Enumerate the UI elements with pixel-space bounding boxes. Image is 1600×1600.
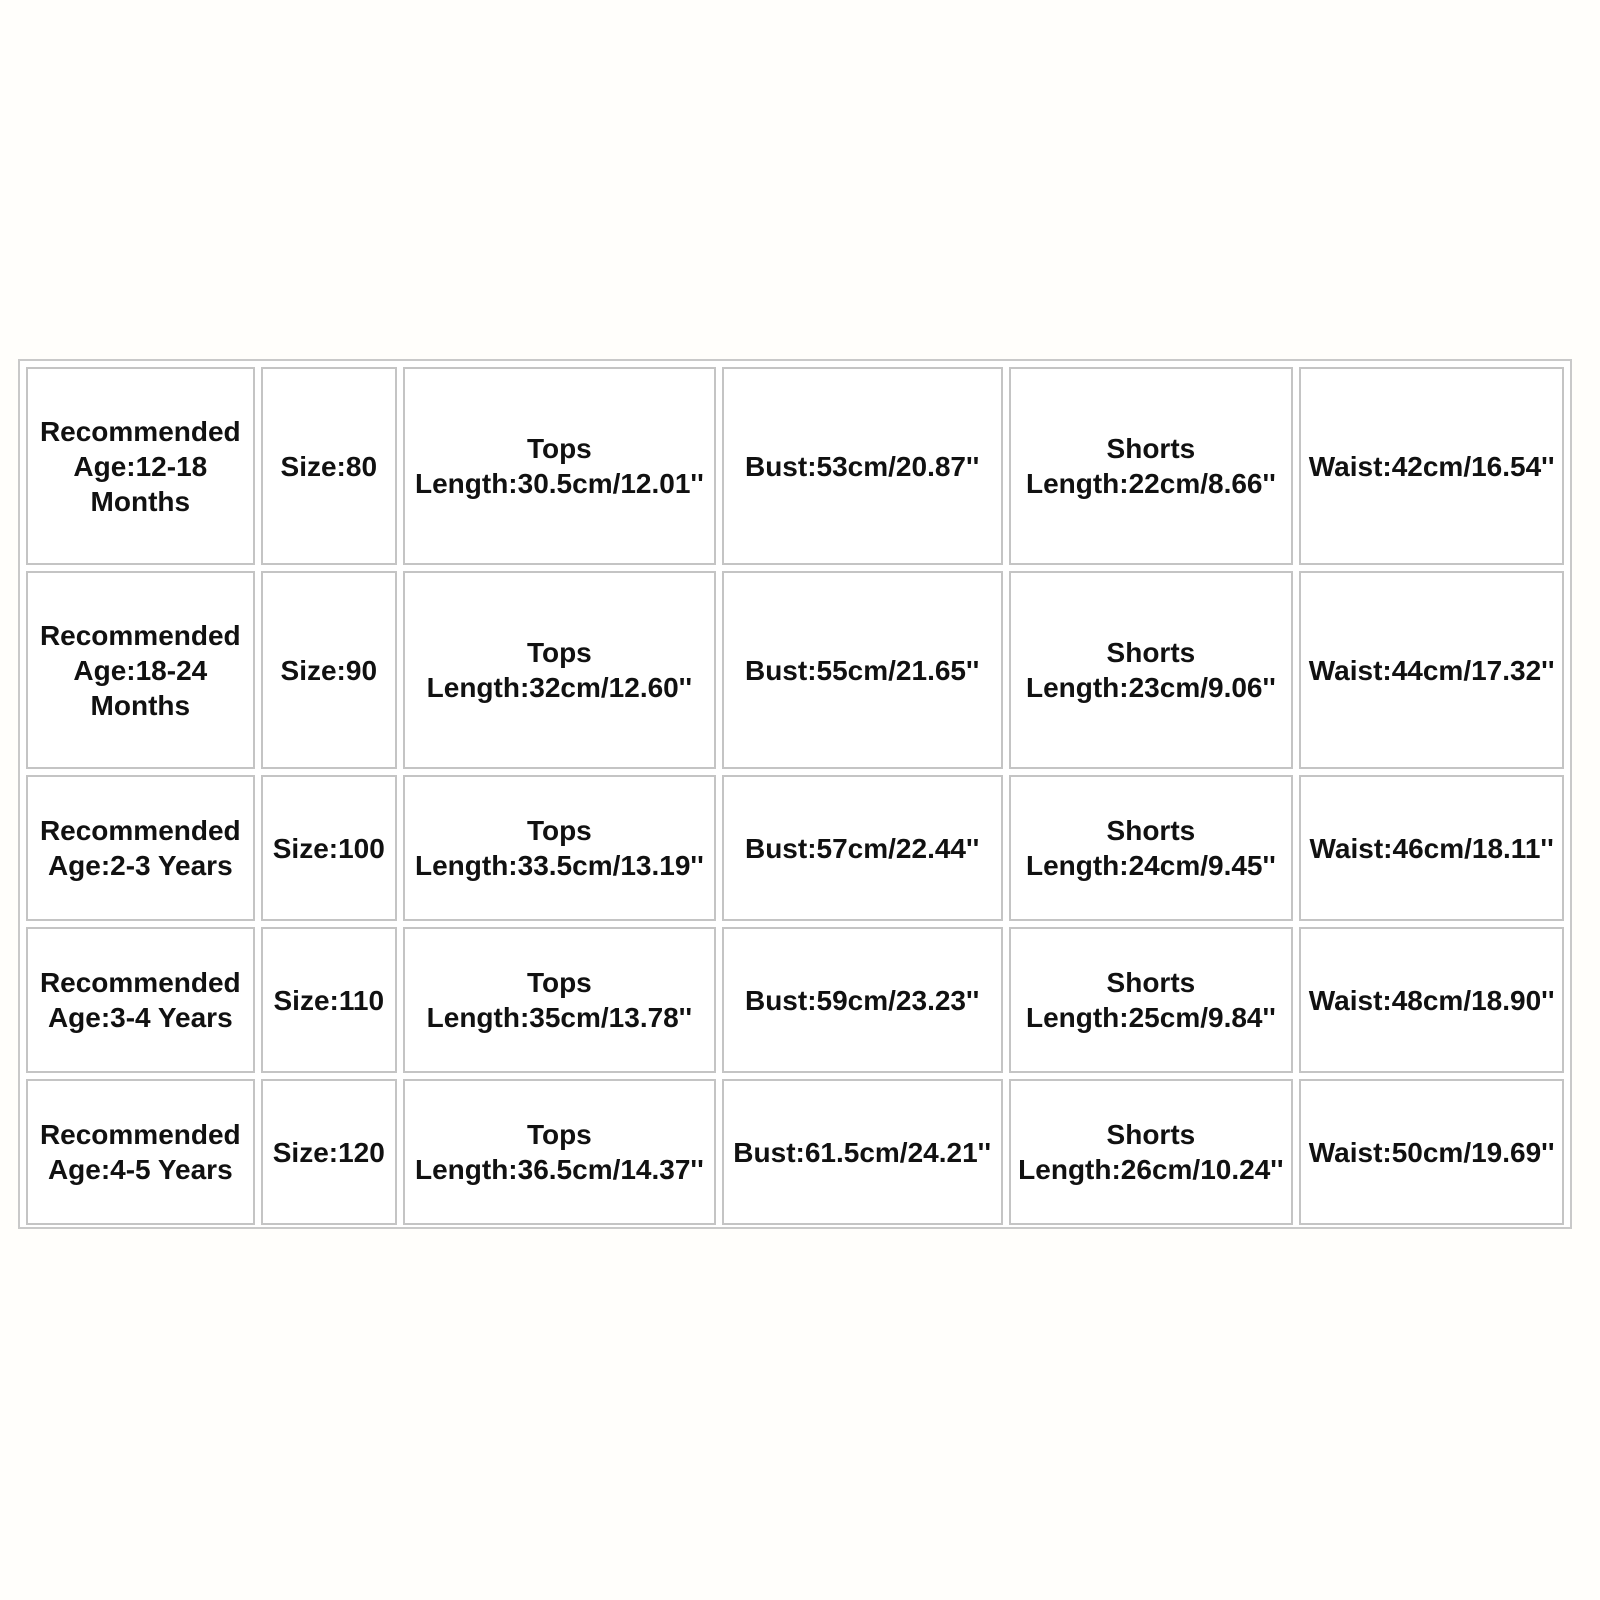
size-chart-table bbox=[20, 361, 1570, 1231]
shorts-length-cell: Shorts Length:22cm/8.66'' bbox=[1009, 367, 1294, 565]
table-row bbox=[26, 775, 1564, 921]
waist-cell: Waist:50cm/19.69'' bbox=[1299, 1079, 1564, 1225]
waist-cell: Waist:46cm/18.11'' bbox=[1299, 775, 1564, 921]
table-row bbox=[26, 571, 1564, 769]
table-row bbox=[26, 367, 1564, 565]
tops-length-cell: Tops Length:33.5cm/13.19'' bbox=[403, 775, 716, 921]
size-chart bbox=[18, 359, 1572, 1229]
tops-length-cell: Tops Length:32cm/12.60'' bbox=[403, 571, 716, 769]
age-cell: Recommended Age:12-18 Months bbox=[26, 367, 255, 565]
tops-length-cell: Tops Length:30.5cm/12.01'' bbox=[403, 367, 716, 565]
age-cell: Recommended Age:18-24 Months bbox=[26, 571, 255, 769]
tops-length-cell: Tops Length:36.5cm/14.37'' bbox=[403, 1079, 716, 1225]
bust-cell: Bust:59cm/23.23'' bbox=[722, 927, 1003, 1073]
shorts-length-cell: Shorts Length:26cm/10.24'' bbox=[1009, 1079, 1294, 1225]
table-row bbox=[26, 1079, 1564, 1225]
shorts-length-cell: Shorts Length:25cm/9.84'' bbox=[1009, 927, 1294, 1073]
bust-cell: Bust:57cm/22.44'' bbox=[722, 775, 1003, 921]
age-cell: Recommended Age:2-3 Years bbox=[26, 775, 255, 921]
table-row bbox=[26, 927, 1564, 1073]
shorts-length-cell: Shorts Length:24cm/9.45'' bbox=[1009, 775, 1294, 921]
shorts-length-cell: Shorts Length:23cm/9.06'' bbox=[1009, 571, 1294, 769]
waist-cell: Waist:42cm/16.54'' bbox=[1299, 367, 1564, 565]
size-cell: Size:80 bbox=[261, 367, 397, 565]
size-cell: Size:90 bbox=[261, 571, 397, 769]
bust-cell: Bust:55cm/21.65'' bbox=[722, 571, 1003, 769]
size-cell: Size:100 bbox=[261, 775, 397, 921]
age-cell: Recommended Age:4-5 Years bbox=[26, 1079, 255, 1225]
age-cell: Recommended Age:3-4 Years bbox=[26, 927, 255, 1073]
size-cell: Size:110 bbox=[261, 927, 397, 1073]
waist-cell: Waist:44cm/17.32'' bbox=[1299, 571, 1564, 769]
size-cell: Size:120 bbox=[261, 1079, 397, 1225]
bust-cell: Bust:61.5cm/24.21'' bbox=[722, 1079, 1003, 1225]
tops-length-cell: Tops Length:35cm/13.78'' bbox=[403, 927, 716, 1073]
bust-cell: Bust:53cm/20.87'' bbox=[722, 367, 1003, 565]
waist-cell: Waist:48cm/18.90'' bbox=[1299, 927, 1564, 1073]
